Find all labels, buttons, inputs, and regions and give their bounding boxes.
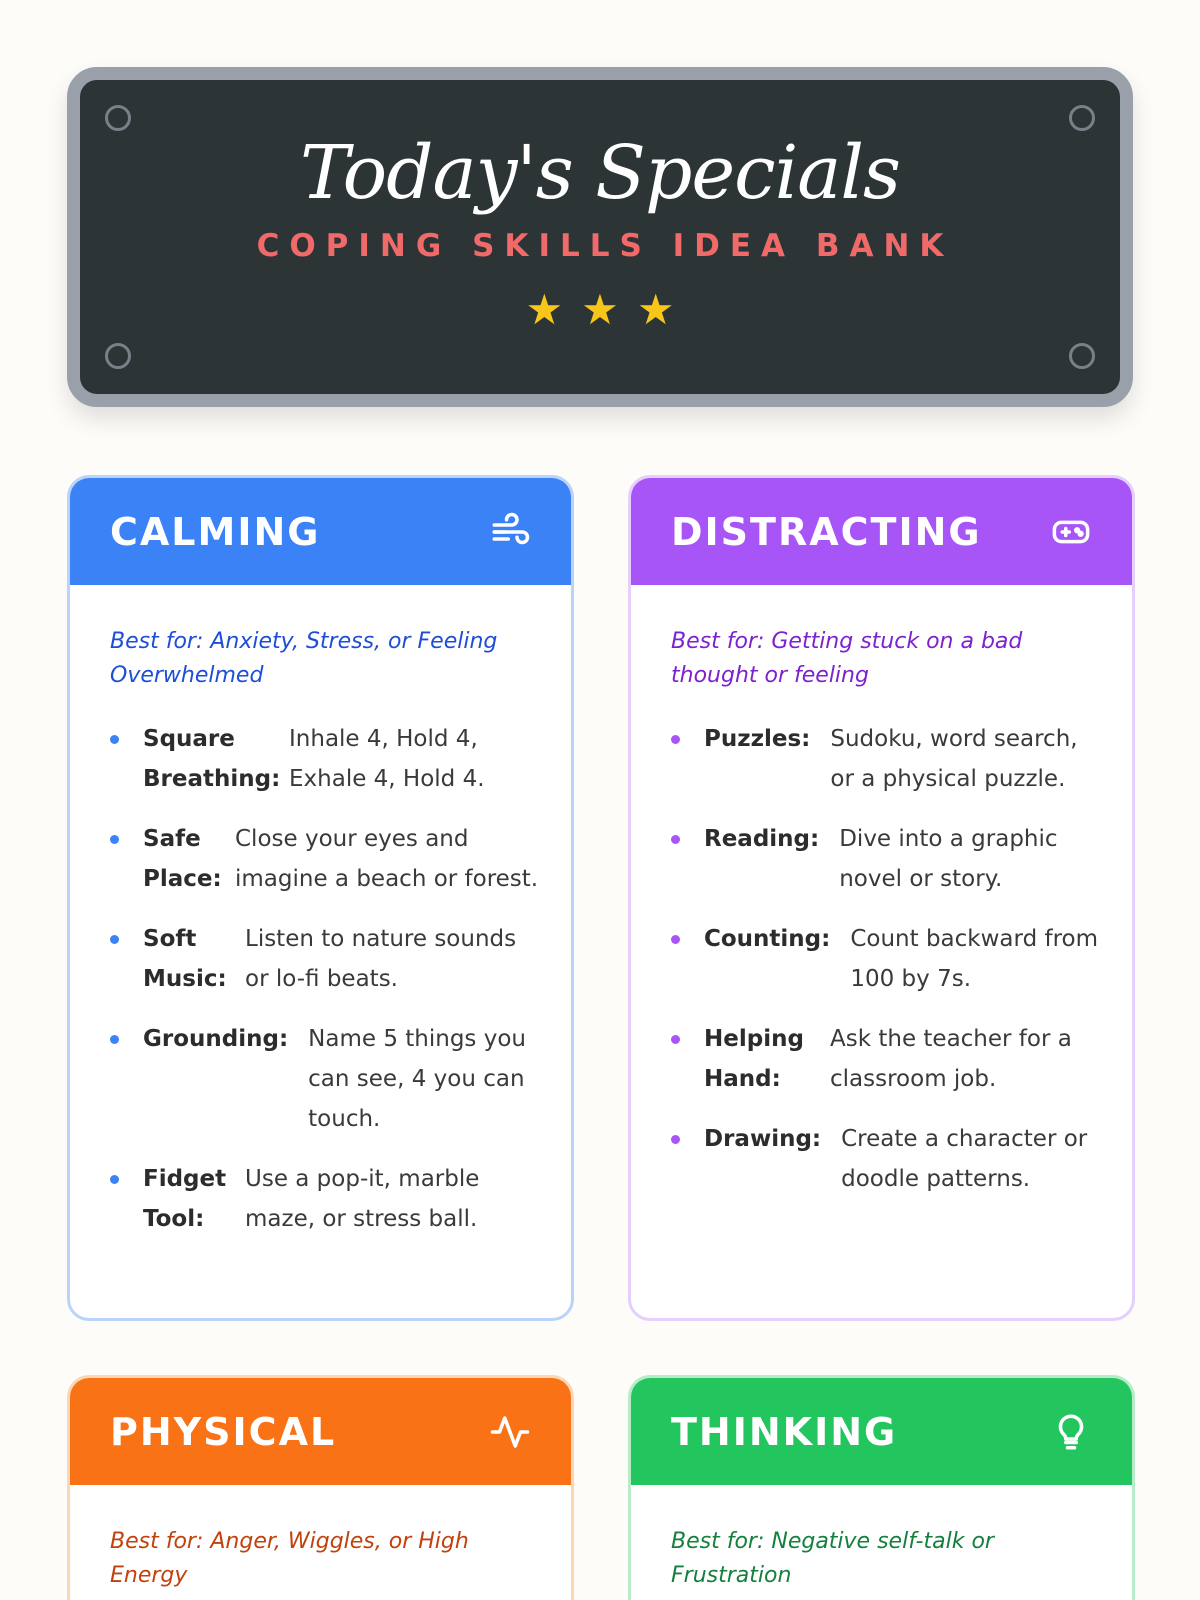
screw-icon [1069, 105, 1095, 131]
skill-name: Soft Music: [143, 926, 227, 992]
skill-name: Puzzles: [704, 726, 811, 752]
bullet-icon [110, 1175, 119, 1184]
card-distracting [628, 475, 1135, 1321]
skill-description: Count backward from 100 by 7s. [850, 926, 1099, 992]
skill-item [110, 919, 541, 999]
bullet-icon [671, 1135, 680, 1144]
skill-item [671, 719, 1102, 799]
card-header [70, 1378, 571, 1485]
lightbulb-icon [1050, 1411, 1092, 1453]
card-title: THINKING [671, 1409, 898, 1454]
skill-list [110, 719, 541, 1239]
skill-list [671, 719, 1102, 1199]
skill-description: Inhale 4, Hold 4, Exhale 4, Hold 4. [289, 726, 485, 792]
skill-name: Reading: [704, 826, 820, 852]
skill-item [671, 919, 1102, 999]
gamepad-icon [1050, 511, 1092, 553]
card-thinking [628, 1375, 1135, 1600]
skill-description: Create a character or doodle patterns. [841, 1126, 1088, 1192]
card-header [631, 1378, 1132, 1485]
skill-name: Helping Hand: [704, 1026, 804, 1092]
skill-name: Grounding: [143, 1026, 289, 1052]
best-for-text: Best for: Getting stuck on a bad thought or feeling [671, 629, 1023, 688]
skill-item [110, 819, 541, 899]
skill-description: Name 5 things you can see, 4 you can touch. [308, 1026, 526, 1132]
star-rating-icons: ★★★ [525, 285, 693, 334]
skill-item [671, 1119, 1102, 1199]
skill-description: Dive into a graphic novel or story. [839, 826, 1058, 892]
page-subtitle: COPING SKILLS IDEA BANK [256, 228, 954, 264]
bullet-icon [110, 935, 119, 944]
bullet-icon [671, 1035, 680, 1044]
screw-icon [105, 343, 131, 369]
bullet-icon [110, 835, 119, 844]
card-calming [67, 475, 574, 1321]
skill-description: Listen to nature sounds or lo-fi beats. [245, 926, 517, 992]
specials-board [67, 67, 1133, 407]
skill-name: Counting: [704, 926, 831, 952]
skill-description: Ask the teacher for a classroom job. [830, 1026, 1072, 1092]
skill-item [671, 819, 1102, 899]
skill-name: Drawing: [704, 1126, 822, 1152]
skill-description: Sudoku, word search, or a physical puzzle. [830, 726, 1078, 792]
bullet-icon [110, 1035, 119, 1044]
activity-icon [489, 1411, 531, 1453]
bullet-icon [671, 835, 680, 844]
skill-description: Use a pop-it, marble maze, or stress ball. [245, 1166, 480, 1232]
card-title: PHYSICAL [110, 1409, 337, 1454]
best-for-text: Best for: Negative self-talk or Frustration [671, 1529, 994, 1588]
bullet-icon [671, 935, 680, 944]
skill-name: Square Breathing: [143, 726, 281, 792]
skill-name: Safe Place: [143, 826, 222, 892]
screw-icon [1069, 343, 1095, 369]
skill-name: Fidget Tool: [143, 1166, 227, 1232]
card-title: DISTRACTING [671, 509, 982, 554]
best-for-text: Best for: Anxiety, Stress, or Feeling Overwhelmed [110, 629, 498, 688]
skill-item [671, 1019, 1102, 1099]
card-physical [67, 1375, 574, 1600]
card-header [70, 478, 571, 585]
best-for-text: Best for: Anger, Wiggles, or High Energy [110, 1529, 469, 1588]
page-title: Today's Specials [299, 130, 901, 216]
card-header [631, 478, 1132, 585]
bullet-icon [671, 735, 680, 744]
wind-icon [489, 511, 531, 553]
skill-description: Close your eyes and imagine a beach or forest. [235, 826, 539, 892]
screw-icon [105, 105, 131, 131]
card-title: CALMING [110, 509, 321, 554]
bullet-icon [110, 735, 119, 744]
skill-item [110, 719, 541, 799]
skill-item [110, 1159, 541, 1239]
skill-item [110, 1019, 541, 1139]
